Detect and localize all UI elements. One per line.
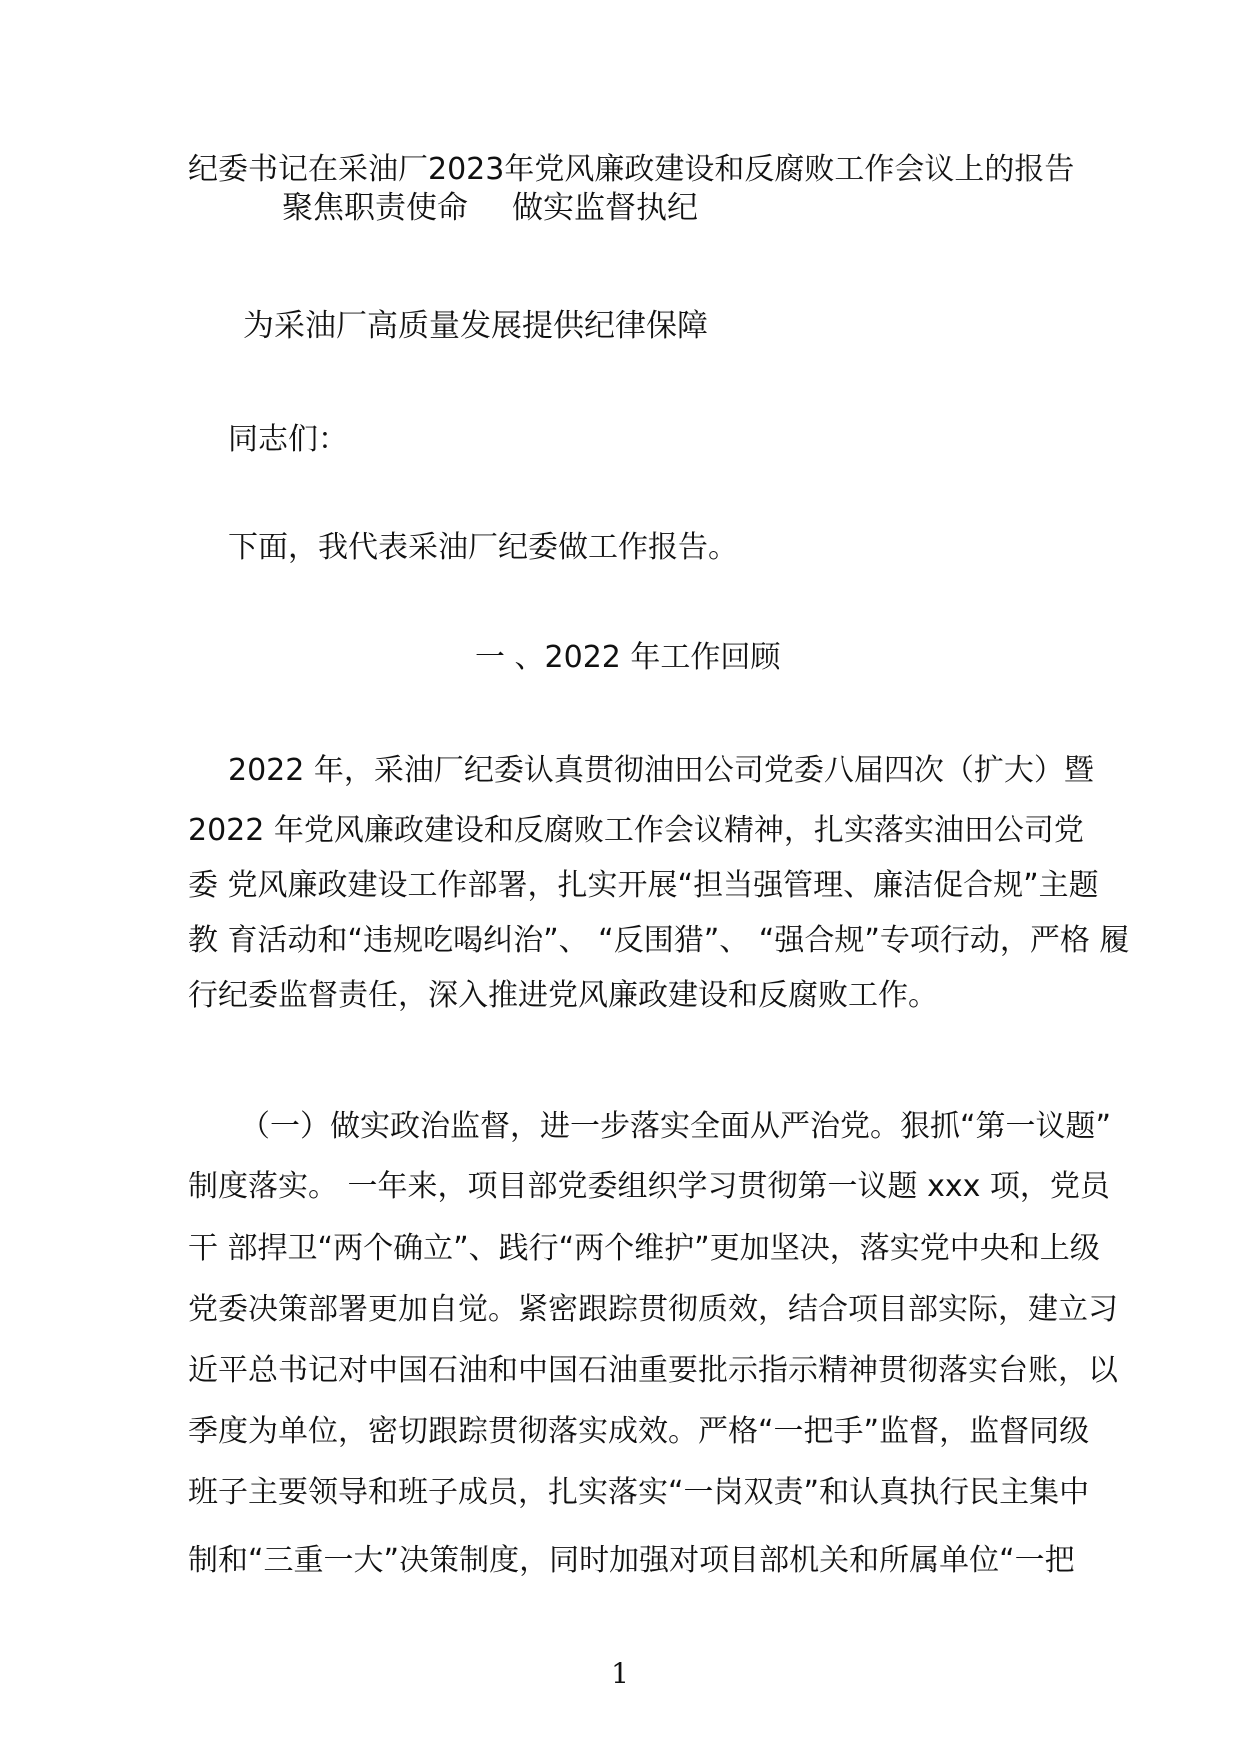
- intro-paragraph: 下面，我代表采油厂纪委做工作报告。: [228, 530, 738, 565]
- paragraph-2-line: 党委决策部署更加自觉。紧密跟踪贯彻质效，结合项目部实际，建立习: [188, 1292, 1118, 1327]
- subtitle-part-b: 做实监督执纪: [512, 190, 698, 226]
- paragraph-2-line: 班子主要领导和班子成员，扎实落实“一岗双责”和认真执行民主集中: [188, 1475, 1090, 1510]
- subtitle-line-2: 为采油厂高质量发展提供纪律保障: [243, 308, 708, 344]
- subtitle-part-a: 聚焦职责使命: [282, 190, 468, 226]
- paragraph-1-line: 2022 年党风廉政建设和反腐败工作会议精神，扎实落实油田公司党: [188, 813, 1084, 848]
- section-heading: 一 、2022 年工作回顾: [475, 640, 781, 675]
- salutation: 同志们：: [228, 422, 348, 457]
- document-title: 纪委书记在采油厂2023年党风廉政建设和反腐败工作会议上的报告: [188, 152, 1075, 187]
- paragraph-2-line: 制度落实。 一年来，项目部党委组织学习贯彻第一议题 xxx 项，党员: [188, 1169, 1110, 1204]
- paragraph-1-line: 2022 年，采油厂纪委认真贯彻油田公司党委八届四次（扩大）暨: [228, 753, 1094, 788]
- paragraph-1-line: 行纪委监督责任，深入推进党风廉政建设和反腐败工作。: [188, 978, 938, 1013]
- page-number: 1: [611, 1657, 629, 1690]
- paragraph-2-line: 近平总书记对中国石油和中国石油重要批示指示精神贯彻落实台账，以: [188, 1353, 1118, 1388]
- paragraph-2-line: 制和“三重一大”决策制度，同时加强对项目部机关和所属单位“一把: [188, 1543, 1075, 1578]
- paragraph-2-line: （一）做实政治监督，进一步落实全面从严治党。狠抓“第一议题”: [240, 1109, 1112, 1144]
- paragraph-2-line: 季度为单位，密切跟踪贯彻落实成效。严格“一把手”监督，监督同级: [188, 1414, 1090, 1449]
- paragraph-1-line: 教 育活动和“违规吃喝纠治”、 “反围猎”、 “强合规”专项行动，严格 履: [188, 923, 1130, 958]
- paragraph-2-line: 干 部捍卫“两个确立”、践行“两个维护”更加坚决，落实党中央和上级: [188, 1231, 1100, 1266]
- paragraph-1-line: 委 党风廉政建设工作部署，扎实开展“担当强管理、廉洁促合规”主题: [188, 868, 1099, 903]
